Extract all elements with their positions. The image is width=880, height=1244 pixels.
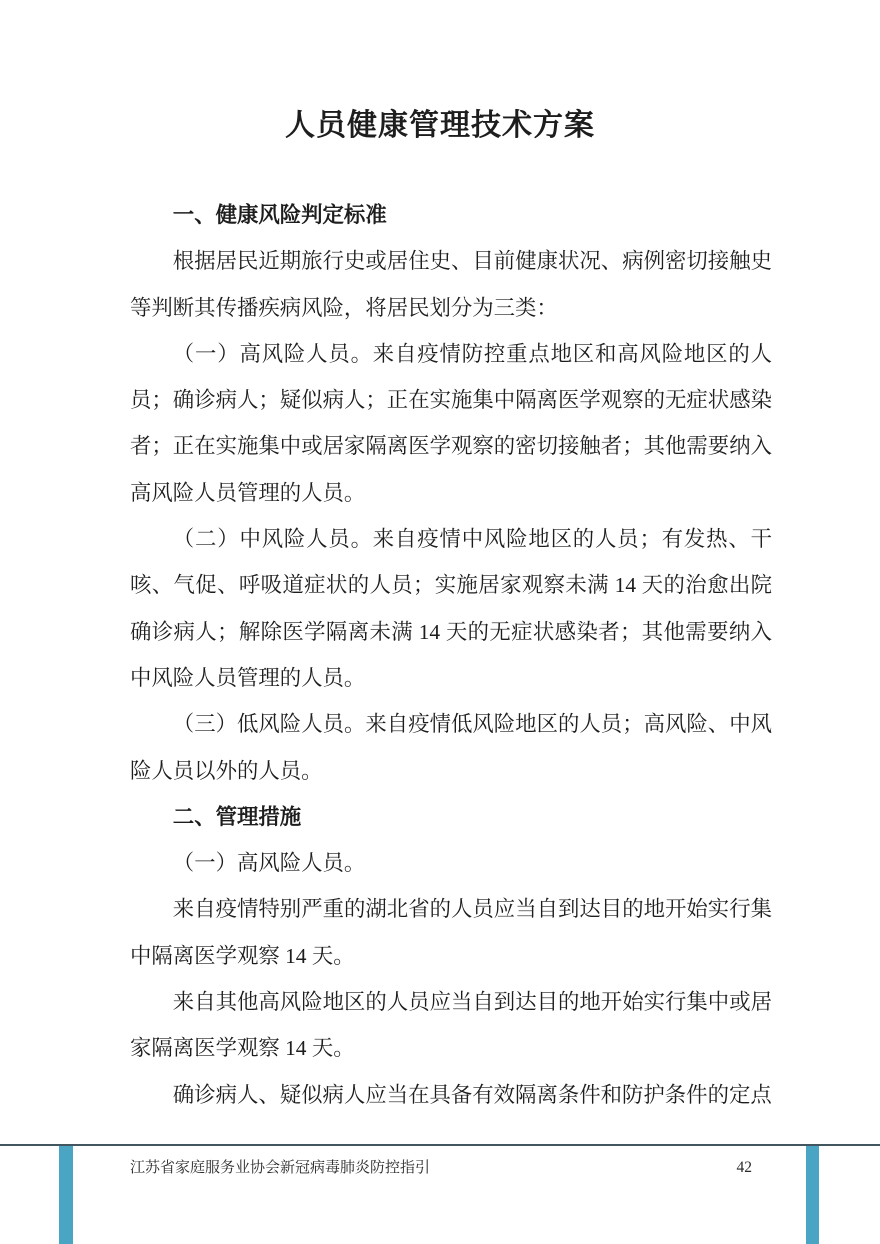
body-paragraph: 来自其他高风险地区的人员应当自到达目的地开始实行集中或居家隔离医学观察 14 天。 bbox=[130, 990, 772, 1061]
body-paragraph: （三）低风险人员。来自疫情低风险地区的人员；高风险、中风险人员以外的人员。 bbox=[130, 712, 772, 783]
footer-divider-line bbox=[0, 1144, 880, 1146]
page-title: 人员健康管理技术方案 bbox=[285, 109, 595, 142]
body-paragraph: 来自疫情特别严重的湖北省的人员应当自到达目的地开始实行集中隔离医学观察 14 天。 bbox=[130, 897, 772, 968]
right-accent-bar bbox=[806, 1146, 819, 1244]
section-heading-2: 二、管理措施 bbox=[172, 804, 302, 829]
document-body bbox=[130, 192, 772, 1118]
body-paragraph: （一）高风险人员。来自疫情防控重点地区和高风险地区的人员；确诊病人；疑似病人；正在实施集中隔离医学观察的无症状感染者；正在实施集中或居家隔离医学观察的密切接触者；其他需要纳入高风险人员管理的人员。 bbox=[130, 341, 772, 505]
page-number: 42 bbox=[736, 1159, 752, 1176]
body-paragraph: 根据居民近期旅行史或居住史、目前健康状况、病例密切接触史等判断其传播疾病风险，将居民划分为三类： bbox=[130, 249, 772, 320]
page-footer bbox=[130, 1156, 752, 1180]
body-paragraph: （一）高风险人员。 bbox=[172, 851, 366, 876]
footer-document-title: 江苏省家庭服务业协会新冠病毒肺炎防控指引 bbox=[130, 1160, 431, 1176]
body-paragraph: （二）中风险人员。来自疫情中风险地区的人员；有发热、干咳、气促、呼吸道症状的人员；实施居家观察未满 14 天的治愈出院确诊病人；解除医学隔离未满 14 天的无症状感染者；其他需要纳入中风险人员管理的人员。 bbox=[130, 527, 772, 690]
left-accent-bar bbox=[59, 1146, 73, 1244]
body-paragraph: 确诊病人、疑似病人应当在具备有效隔离条件和防护条件的定点 bbox=[172, 1082, 772, 1107]
section-heading-1: 一、健康风险判定标准 bbox=[172, 203, 387, 227]
